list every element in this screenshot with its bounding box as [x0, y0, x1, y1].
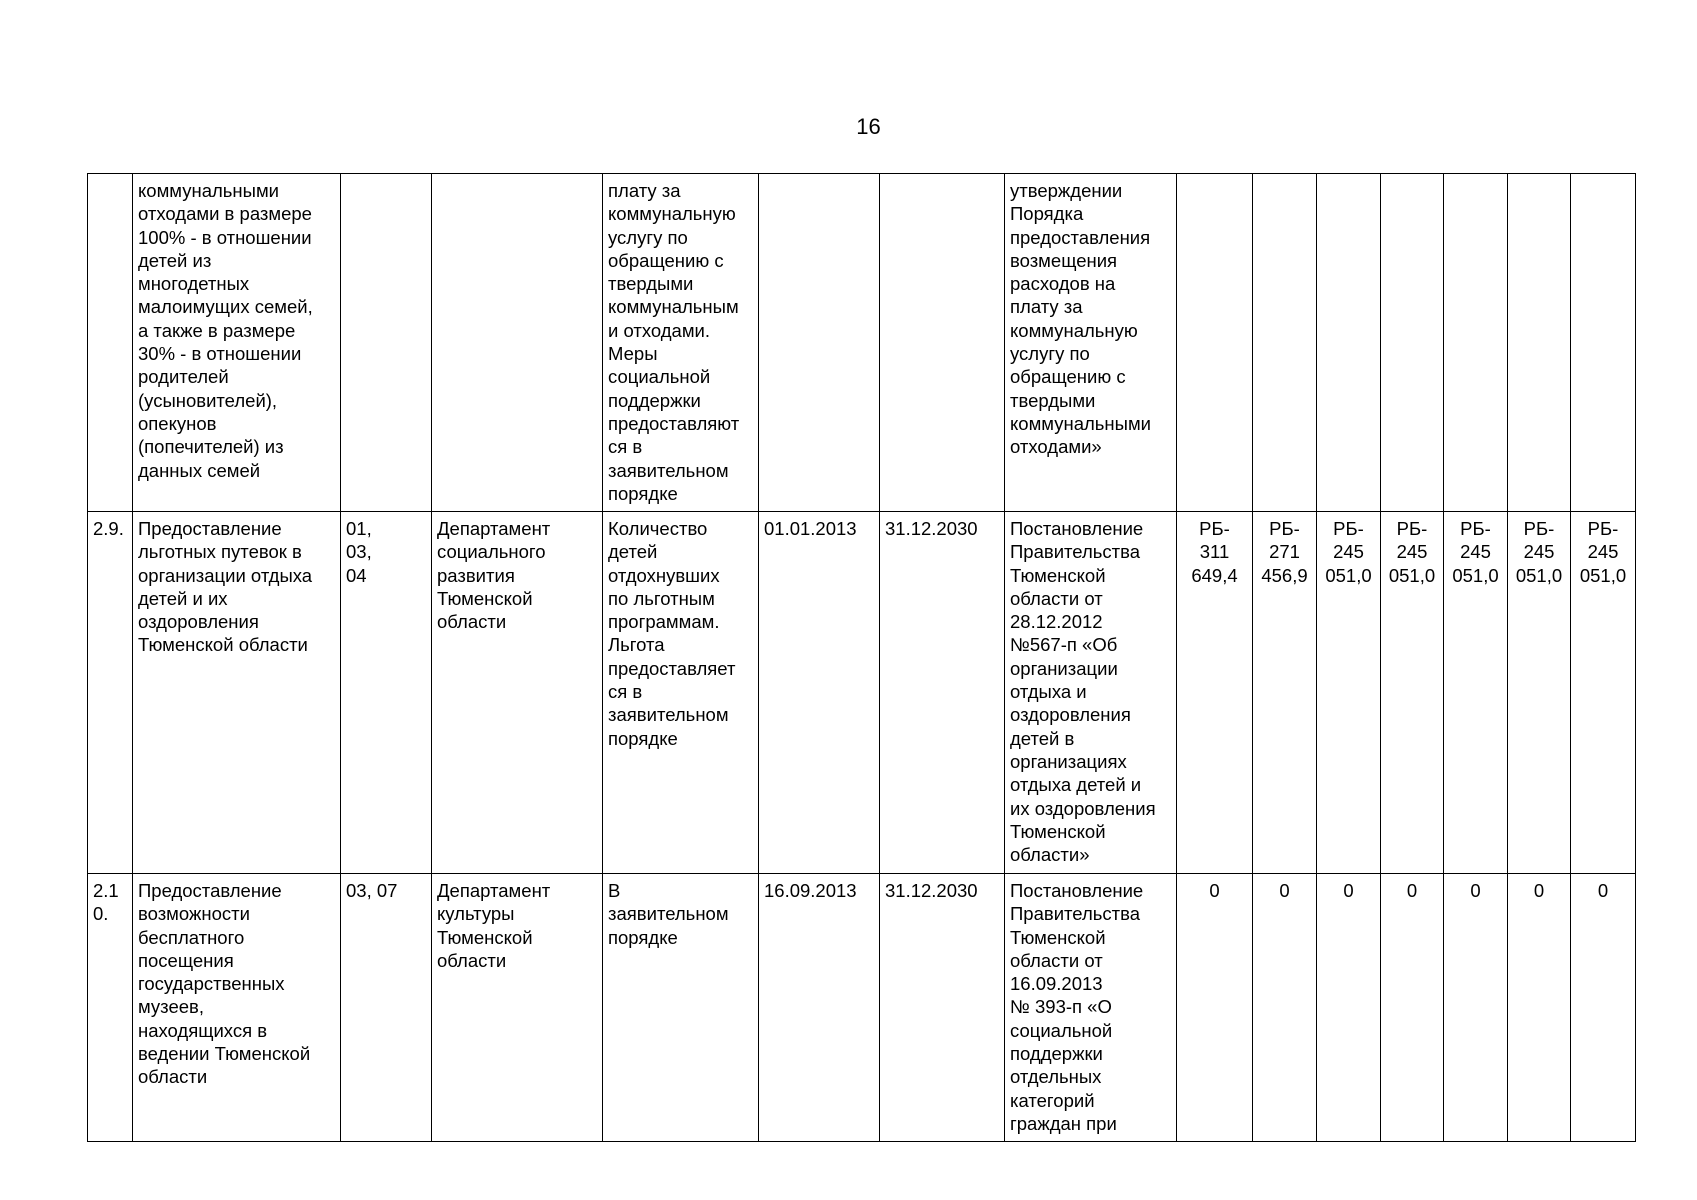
cell-executor: [432, 174, 603, 512]
cell-amount: [1508, 512, 1571, 874]
cell-text-line: твердыми: [608, 273, 694, 295]
table-row: [88, 174, 1636, 512]
cell-text-line: Правительства: [1010, 541, 1141, 563]
cell-text-line: 16.09.2013: [1010, 973, 1103, 995]
cell-text-line: 30% - в отношении: [138, 343, 302, 365]
cell-text-line: твердыми: [1010, 389, 1096, 411]
cell-amount: [1253, 512, 1317, 874]
cell-start-date: 01.01.2013: [759, 512, 880, 874]
cell-text-line: возмещения: [1010, 249, 1118, 271]
cell-text-line: ся в: [608, 436, 643, 458]
cell-text-line: социальной: [1010, 1019, 1113, 1041]
cell-text-line: РБ-: [1199, 518, 1230, 539]
cell-amount: [1571, 874, 1636, 1142]
cell-text-line: 051,0: [1579, 564, 1627, 586]
cell-amount: [1381, 174, 1444, 512]
cell-text-line: расходов на: [1010, 273, 1116, 295]
cell-text-line: оздоровления: [1010, 704, 1131, 726]
cell-text-line: 051,0: [1325, 564, 1372, 586]
cell-text-line: плату за: [608, 180, 681, 201]
cell-text-line: детей и их: [138, 587, 228, 609]
cell-text-line: (усыновителей),: [138, 389, 278, 411]
cell-text-line: предоставляют: [608, 412, 740, 434]
cell-text-line: плату за: [1010, 296, 1083, 318]
cell-text-line: Тюменской: [1010, 564, 1106, 586]
cell-start-date: [759, 174, 880, 512]
cell-text-line: 0: [1279, 880, 1290, 901]
cell-text-line: опекунов: [138, 412, 217, 434]
cell-text-line: организации отдыха: [138, 564, 313, 586]
cell-text-line: №567-п «Об: [1010, 634, 1118, 656]
cell-category-codes: [341, 874, 432, 1142]
cell-text-line: отдыха и: [1010, 681, 1087, 703]
cell-text-line: отходами»: [1010, 436, 1102, 458]
cell-text-line: социальной: [608, 366, 711, 388]
cell-end-date: 31.12.2030: [880, 874, 1005, 1142]
cell-text-line: 0: [1406, 880, 1418, 901]
cell-text-line: граждан при: [1010, 1112, 1117, 1134]
cell-text-line: области от: [1010, 587, 1103, 609]
cell-text-line: коммунальными: [138, 180, 279, 201]
cell-text-line: ведении Тюменской: [138, 1043, 311, 1065]
cell-text-line: Департамент: [437, 518, 551, 539]
table-row: [88, 874, 1636, 1142]
cell-measure-name: [133, 174, 341, 512]
cell-text-line: 03,: [346, 541, 372, 563]
cell-text-line: Постановление: [1010, 518, 1144, 539]
cell-end-date: [880, 174, 1005, 512]
cell-text-line: предоставляет: [608, 657, 736, 679]
cell-text-line: 271: [1269, 541, 1300, 563]
cell-text-line: 2.9.: [93, 518, 124, 539]
cell-text-line: категорий: [1010, 1089, 1095, 1111]
cell-text-line: РБ-: [1333, 518, 1364, 539]
cell-amount: [1381, 874, 1444, 1142]
cell-text-line: Правительства: [1010, 903, 1141, 925]
cell-amount: [1508, 874, 1571, 1142]
cell-amount: [1317, 874, 1381, 1142]
cell-text-line: посещения: [138, 949, 234, 971]
cell-text-line: Предоставление: [138, 518, 282, 539]
cell-text-line: Порядка: [1010, 203, 1084, 225]
cell-text-line: отдохнувших: [608, 564, 720, 586]
cell-conditions: [603, 874, 759, 1142]
cell-text-line: 051,0: [1515, 564, 1563, 586]
cell-amount: [1253, 174, 1317, 512]
cell-text-line: их оздоровления: [1010, 797, 1156, 819]
cell-text-line: возможности: [138, 903, 250, 925]
cell-text-line: Департамент: [437, 880, 551, 901]
cell-text-line: 0: [1533, 880, 1545, 901]
cell-text-line: РБ-: [1523, 518, 1555, 539]
cell-text-line: 0.: [93, 903, 109, 925]
cell-end-date: 31.12.2030: [880, 512, 1005, 874]
cell-number: [88, 512, 133, 874]
cell-amount: [1253, 874, 1317, 1142]
cell-text-line: РБ-: [1587, 518, 1619, 539]
cell-conditions: [603, 512, 759, 874]
cell-text-line: РБ-: [1460, 518, 1491, 539]
cell-amount: [1444, 512, 1508, 874]
cell-text-line: 04: [346, 564, 367, 586]
cell-text-line: по льготным: [608, 587, 715, 609]
cell-text-line: ся в: [608, 681, 643, 703]
cell-text-line: отдельных: [1010, 1066, 1102, 1088]
cell-amount: [1177, 174, 1253, 512]
cell-conditions: [603, 174, 759, 512]
cell-text-line: 2.1: [93, 880, 119, 901]
cell-text-line: детей: [608, 541, 658, 563]
cell-text-line: Меры: [608, 343, 658, 365]
cell-amount: [1444, 874, 1508, 1142]
cell-text-line: развития: [437, 564, 515, 586]
page-number: 16: [856, 114, 881, 139]
cell-text-line: детей в: [1010, 727, 1075, 749]
cell-text-line: Предоставление: [138, 880, 282, 901]
cell-amount: [1381, 512, 1444, 874]
cell-text-line: коммунальным: [608, 296, 739, 318]
cell-text-line: 245: [1333, 541, 1364, 563]
cell-text-line: 245: [1523, 541, 1555, 563]
cell-amount: [1571, 174, 1636, 512]
cell-text-line: 051,0: [1388, 564, 1436, 586]
cell-text-line: и отходами.: [608, 319, 711, 341]
cell-text-line: порядке: [608, 727, 678, 749]
cell-text-line: 245: [1587, 541, 1619, 563]
cell-text-line: 0: [1343, 880, 1354, 901]
cell-legal-act: [1005, 512, 1177, 874]
cell-text-line: предоставления: [1010, 226, 1151, 248]
cell-amount: [1177, 512, 1253, 874]
cell-text-line: порядке: [608, 482, 678, 504]
cell-text-line: Тюменской: [1010, 820, 1106, 842]
cell-executor: [432, 874, 603, 1142]
cell-text-line: заявительном: [608, 704, 729, 726]
cell-text-line: обращению с: [1010, 366, 1126, 388]
cell-text-line: 100% - в отношении: [138, 226, 312, 248]
table-body: [88, 174, 1636, 1142]
cell-text-line: 0: [1209, 880, 1220, 901]
cell-text-line: 311: [1199, 541, 1230, 563]
cell-text-line: 245: [1396, 541, 1428, 563]
cell-executor: [432, 512, 603, 874]
cell-text-line: отходами в размере: [138, 203, 312, 225]
cell-text-line: 03, 07: [346, 880, 398, 901]
cell-text-line: Постановление: [1010, 880, 1144, 901]
cell-text-line: 456,9: [1261, 564, 1308, 586]
cell-amount: [1177, 874, 1253, 1142]
cell-text-line: находящихся в: [138, 1019, 268, 1041]
cell-text-line: коммунальными: [1010, 412, 1151, 434]
cell-text-line: льготных путевок в: [138, 541, 302, 563]
cell-text-line: В: [608, 880, 621, 901]
cell-text-line: организациях: [1010, 750, 1127, 772]
cell-text-line: утверждении: [1010, 180, 1123, 201]
cell-text-line: услугу по: [608, 226, 688, 248]
cell-text-line: заявительном: [608, 903, 729, 925]
cell-text-line: Тюменской: [1010, 926, 1106, 948]
cell-text-line: 0: [1470, 880, 1481, 901]
cell-text-line: области: [437, 949, 507, 971]
cell-text-line: данных семей: [138, 459, 261, 481]
cell-text-line: РБ-: [1396, 518, 1428, 539]
cell-text-line: бесплатного: [138, 926, 245, 948]
cell-text-line: культуры: [437, 903, 515, 925]
cell-text-line: поддержки: [608, 389, 701, 411]
cell-text-line: 649,4: [1191, 564, 1238, 586]
cell-text-line: 245: [1460, 541, 1491, 563]
cell-text-line: оздоровления: [138, 611, 259, 633]
cell-text-line: Количество: [608, 518, 708, 539]
cell-number: [88, 174, 133, 512]
cell-amount: [1444, 174, 1508, 512]
cell-category-codes: [341, 512, 432, 874]
cell-amount: [1317, 174, 1381, 512]
cell-measure-name: [133, 512, 341, 874]
cell-number: [88, 874, 133, 1142]
cell-text-line: детей из: [138, 249, 212, 271]
cell-legal-act: [1005, 174, 1177, 512]
cell-text-line: коммунальную: [608, 203, 736, 225]
cell-text-line: Тюменской: [437, 926, 533, 948]
cell-text-line: области: [138, 1066, 208, 1088]
cell-legal-act: [1005, 874, 1177, 1142]
cell-measure-name: [133, 874, 341, 1142]
cell-text-line: порядке: [608, 926, 678, 948]
cell-text-line: 01,: [346, 518, 372, 539]
cell-text-line: поддержки: [1010, 1043, 1103, 1065]
measures-table: [87, 173, 1636, 1142]
cell-amount: [1317, 512, 1381, 874]
cell-text-line: Льгота: [608, 634, 665, 656]
cell-text-line: государственных: [138, 973, 285, 995]
cell-text-line: обращению с: [608, 249, 724, 271]
cell-start-date: 16.09.2013: [759, 874, 880, 1142]
cell-amount: [1571, 512, 1636, 874]
cell-text-line: РБ-: [1269, 518, 1300, 539]
cell-text-line: а также в размере: [138, 319, 296, 341]
cell-text-line: 28.12.2012: [1010, 611, 1103, 633]
cell-text-line: 0: [1597, 880, 1609, 901]
cell-text-line: программам.: [608, 611, 720, 633]
cell-text-line: Тюменской области: [138, 634, 308, 656]
table-row: [88, 512, 1636, 874]
cell-text-line: коммунальную: [1010, 319, 1138, 341]
cell-text-line: услугу по: [1010, 343, 1090, 365]
cell-amount: [1508, 174, 1571, 512]
cell-text-line: области от: [1010, 949, 1103, 971]
cell-category-codes: [341, 174, 432, 512]
cell-text-line: 051,0: [1452, 564, 1499, 586]
cell-text-line: Тюменской: [437, 587, 533, 609]
cell-text-line: многодетных: [138, 273, 250, 295]
cell-text-line: малоимущих семей,: [138, 296, 313, 318]
cell-text-line: родителей: [138, 366, 229, 388]
cell-text-line: заявительном: [608, 459, 729, 481]
cell-text-line: области: [437, 611, 507, 633]
cell-text-line: социального: [437, 541, 546, 563]
cell-text-line: области»: [1010, 844, 1090, 866]
cell-text-line: отдыха детей и: [1010, 774, 1142, 796]
cell-text-line: организации: [1010, 657, 1118, 679]
cell-text-line: (попечителей) из: [138, 436, 284, 458]
cell-text-line: № 393-п «О: [1010, 996, 1112, 1018]
cell-text-line: музеев,: [138, 996, 204, 1018]
